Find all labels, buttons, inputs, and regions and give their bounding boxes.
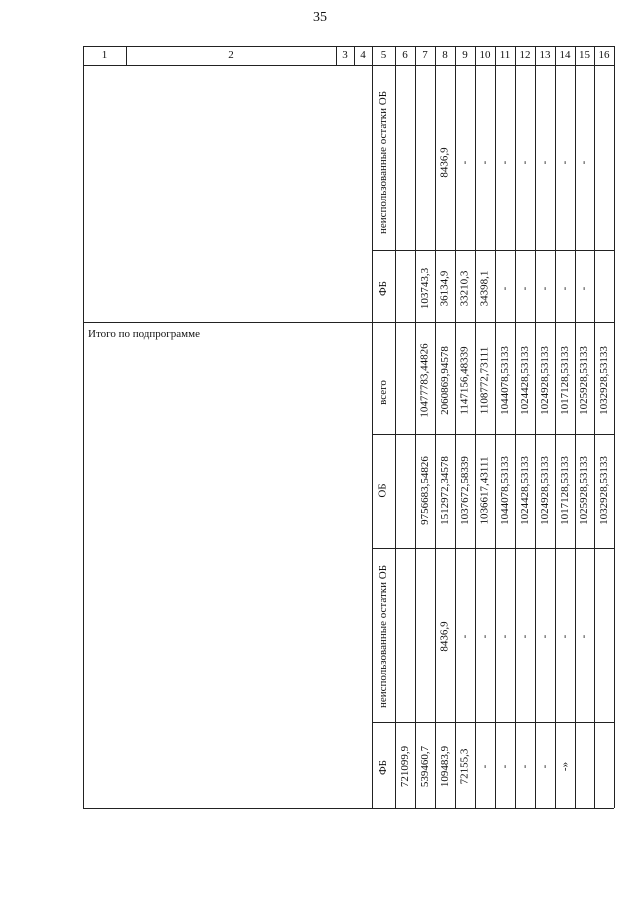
header-col-number: 16 [598,49,610,61]
column-divider [594,46,595,808]
bottom-ostatki-value: - [478,634,491,638]
top-ostatki-value: 8436,9 [438,146,451,178]
bottom-ostatki-value: - [577,634,590,638]
column-divider [395,46,396,808]
bottom-ob-value: 1037672,58339 [458,455,471,525]
bottom-ob-value: 1024428,53133 [518,455,531,525]
header-col-number: 9 [462,49,468,61]
column-divider [372,46,373,808]
top-ostatki-value: - [518,160,531,164]
bottom-ostatki-label: неиспользованные остатки ОБ [376,564,389,708]
bottom-ostatki-value: - [558,634,571,638]
top-ostatki-value: - [558,160,571,164]
bottom-total-value: 1044078,53133 [498,345,511,415]
column-divider [515,46,516,808]
column-divider [475,46,476,808]
column-divider [455,46,456,808]
header-col-number: 5 [380,49,387,61]
top-fb-value: - [577,286,590,290]
top-fb-value: - [558,286,571,290]
header-col-number: 12 [519,49,531,61]
bottom-fb-value: -» [558,761,571,771]
bottom-ob-value: 1044078,53133 [498,455,511,525]
bottom-total-label: всего [376,379,389,405]
bottom-total-value: 1017128,53133 [558,345,571,415]
top-fb-value: - [498,286,511,290]
column-divider [495,46,496,808]
top-fb-value: 103743,3 [418,267,431,309]
bottom-ob-value: 1512972,34578 [438,455,451,525]
top-ostatki-value: - [458,160,471,164]
column-divider [415,46,416,808]
bottom-fb-value: - [518,764,531,768]
top-ostatki-label: неиспользованные остатки ОБ [376,90,389,234]
top-block-divider [372,250,614,251]
header-col-number: 6 [402,49,408,61]
top-fb-value: - [538,286,551,290]
bottom-fb-value: 539460,7 [418,745,431,787]
top-fb-value: 33210,3 [458,270,471,306]
bottom-total-value: 1032928,53133 [597,345,610,415]
header-col-number: 11 [499,49,511,61]
top-fb-label: ФБ [376,280,389,296]
bottom-total-value: 1147156,48339 [458,345,471,415]
column-divider [535,46,536,808]
bottom-fb-value: - [478,764,491,768]
header-col-number: 15 [579,49,590,61]
column-divider [555,46,556,808]
bottom-fb-value: 109483,9 [438,745,451,787]
table-border-right [614,46,615,808]
bottom-ob-value: 1024928,53133 [538,455,551,525]
header-col-number: 2 [228,49,234,61]
column-divider [575,46,576,808]
bottom-ostatki-value: - [518,634,531,638]
bottom-fb-value: 721099,9 [398,745,411,787]
header-col-number: 10 [479,49,491,61]
bottom-total-value: 1024928,53133 [538,345,551,415]
top-ostatki-value: - [478,160,491,164]
header-col-number: 8 [442,49,448,61]
top-fb-value: 34398,1 [478,270,491,306]
bottom-ostatki-value: - [538,634,551,638]
header-col-number: 13 [539,49,551,61]
bottom-ostatki-value: - [458,634,471,638]
bottom-ob-value: 1025928,53133 [577,455,590,525]
header-col-number: 1 [101,49,108,61]
row-title: Итого по подпрограмме [88,328,200,340]
header-col-number: 4 [360,49,366,61]
table-border-bottom [83,808,614,809]
bottom-block-divider [372,548,614,549]
header-col-number: 3 [342,49,348,61]
bottom-ostatki-value: 8436,9 [438,620,451,652]
bottom-ostatki-value: - [498,634,511,638]
page-number: 35 [313,10,327,25]
bottom-total-value: 2060869,94578 [438,345,451,415]
bottom-ob-value: 1017128,53133 [558,455,571,525]
top-ostatki-value: - [577,160,590,164]
header-col-number: 7 [422,49,428,61]
bottom-ob-value: 1032928,53133 [597,455,610,525]
bottom-fb-value: - [498,764,511,768]
bottom-total-value: 1108772,73111 [478,346,491,414]
bottom-ob-value: 9756683,54826 [418,455,431,525]
bottom-fb-value: 72155,3 [458,748,471,784]
top-fb-value: 36134,9 [438,270,451,306]
table-border-left [83,46,84,808]
top-ostatki-value: - [498,160,511,164]
bottom-block-divider [372,722,614,723]
bottom-fb-value: - [538,764,551,768]
header-col-number: 14 [559,49,571,61]
bottom-ob-value: 1036617,43111 [478,456,491,524]
bottom-block-divider [372,434,614,435]
top-ostatki-value: - [538,160,551,164]
column-divider [435,46,436,808]
bottom-ob-label: ОБ [376,482,389,498]
bottom-total-value: 10477783,44826 [418,342,431,418]
bottom-total-value: 1025928,53133 [577,345,590,415]
bottom-total-value: 1024428,53133 [518,345,531,415]
bottom-fb-label: ФБ [376,759,389,775]
top-fb-value: - [518,286,531,290]
